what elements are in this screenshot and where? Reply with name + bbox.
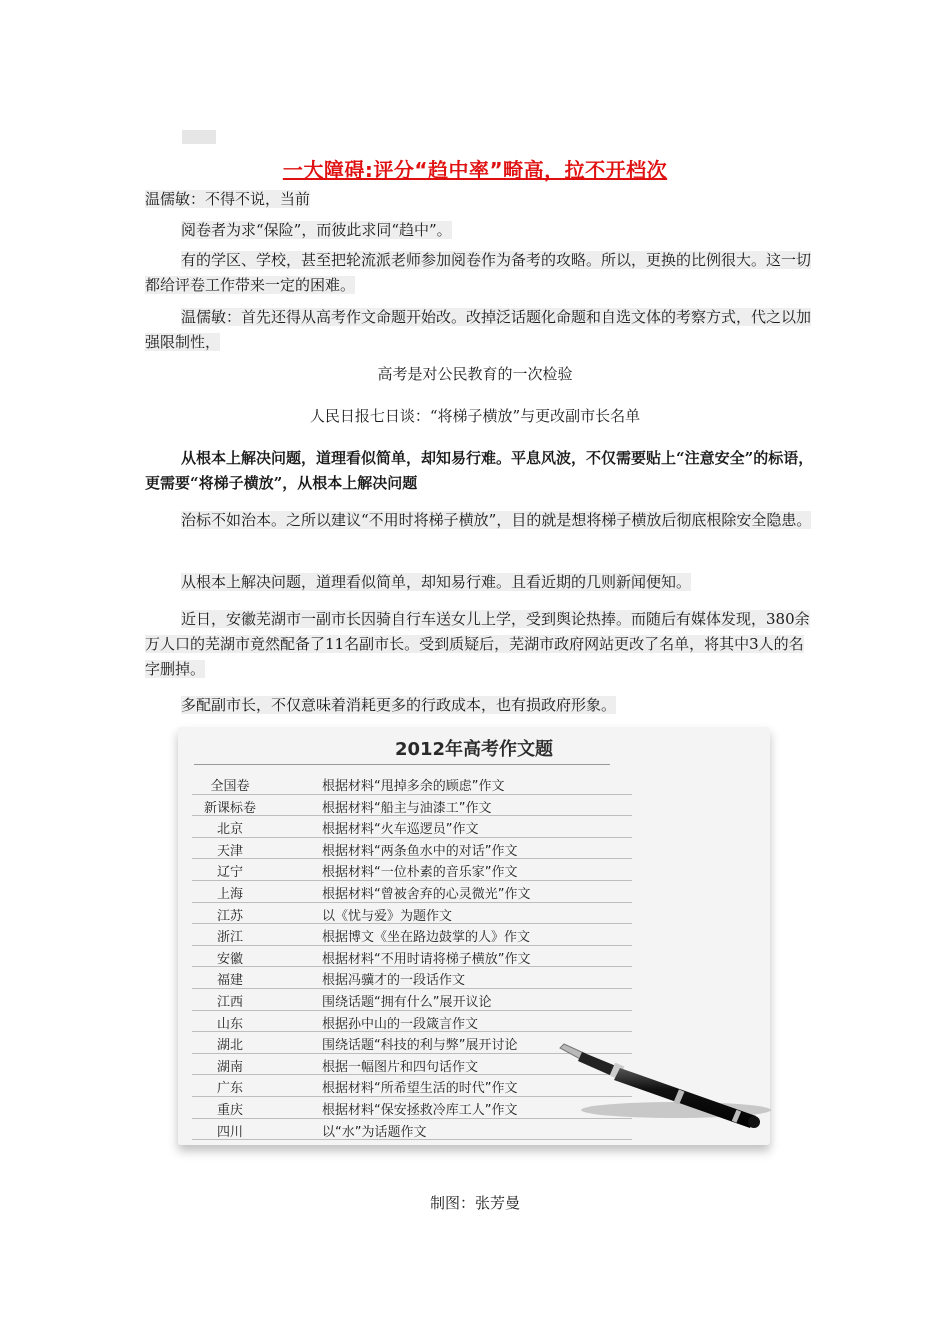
- paragraph-2-text: 阅卷者为求“保险”，而彼此求同“趋中”。: [181, 221, 452, 239]
- table-row: [192, 924, 632, 946]
- province-cell: 北京: [216, 822, 243, 838]
- province-cell: 江西: [216, 994, 243, 1010]
- province-cell: 全国卷: [210, 779, 250, 794]
- province-cell: 新课标卷: [203, 800, 256, 816]
- topic-cell: 根据一幅图片和四句话作文: [322, 1059, 479, 1075]
- topic-cell: 根据冯骥才的一段话作文: [322, 973, 466, 989]
- table-title-rule: [194, 764, 610, 765]
- table-row: [192, 859, 632, 881]
- topic-cell: 围绕话题“拥有什么”展开议论: [322, 994, 492, 1010]
- paragraph-8: [145, 693, 815, 718]
- table-row: [192, 989, 632, 1011]
- province-cell: 重庆: [216, 1102, 243, 1118]
- paragraph-3-text: 有的学区、学校，甚至把轮流派老师参加阅卷作为备考的攻略。所以，更换的比例很大。这一切都给评卷工作带来一定的困难。: [145, 251, 812, 294]
- headline: 一大障碍:评分“趋中率”畸高，拉不开档次: [282, 158, 668, 182]
- topic-cell: 以“水”为话题作文: [322, 1124, 427, 1140]
- paragraph-7-text: 近日，安徽芜湖市一副市长因骑自行车送女儿上学，受到舆论热捧。而随后有媒体发现，380余万人口的芜湖市竟然配备了11名副市长。受到质疑后，芜湖市政府网站更改了名单，将其中3人的名字删掉。: [145, 610, 810, 678]
- gray-marker: [182, 130, 216, 144]
- topic-cell: 根据材料“两条鱼水中的对话”作文: [322, 843, 518, 859]
- table-row: [192, 903, 632, 925]
- topic-cell: 根据博文《坐在路边鼓掌的人》作文: [322, 930, 531, 946]
- paragraph-3: [145, 248, 815, 298]
- table-row: [192, 881, 632, 903]
- paragraph-2: [145, 218, 815, 243]
- topic-cell: 根据材料“火车巡逻员”作文: [322, 822, 479, 838]
- province-cell: 安徽: [216, 951, 243, 967]
- topic-cell: 根据材料“不用时请将梯子横放”作文: [322, 951, 531, 967]
- paragraph-6: [145, 570, 815, 595]
- topic-cell: 根据材料“一位朴素的音乐家”作文: [322, 865, 518, 881]
- paragraph-4-text: 温儒敏：首先还得从高考作文命题开始改。改掉泛话题化命题和自选文体的考察方式，代之以加强限制性，: [145, 308, 812, 351]
- topic-cell: 根据材料“保安拯救冷库工人”作文: [322, 1102, 518, 1118]
- table-row: [192, 816, 632, 838]
- table-row: [192, 795, 632, 817]
- topic-cell: 根据材料“甩掉多余的顾虑”作文: [322, 779, 505, 794]
- paragraph-4: [145, 305, 815, 355]
- paragraph-8-text: 多配副市长，不仅意味着消耗更多的行政成本，也有损政府形象。: [181, 696, 617, 714]
- province-cell: 广东: [216, 1081, 243, 1097]
- province-cell: 天津: [216, 843, 243, 859]
- bold-lead-paragraph: [145, 446, 815, 496]
- table-row: [192, 946, 632, 968]
- province-cell: 辽宁: [216, 865, 243, 881]
- paragraph-1-text: 温儒敏：不得不说，当前: [145, 190, 311, 208]
- paragraph-5-text: 治标不如治本。之所以建议“不用时将梯子横放”，目的就是想将梯子横放后彻底根除安全隐患。: [181, 511, 812, 529]
- paragraph-6-text: 从根本上解决问题，道理看似简单，却知易行难。且看近期的几则新闻便知。: [181, 573, 692, 591]
- province-cell: 福建: [216, 973, 243, 989]
- topic-cell: 根据材料“所希望生活的时代”作文: [322, 1081, 518, 1097]
- bold-lead-text: 从根本上解决问题，道理看似简单，却知易行难。平息风波，不仅需要贴上“注意安全”的标语，更需要“将梯子横放”，从根本上解决问题: [145, 449, 814, 492]
- province-cell: 上海: [216, 886, 243, 902]
- paragraph-7: [145, 607, 815, 682]
- figure-caption: 制图：张芳曼: [429, 1194, 520, 1212]
- table-row: [192, 838, 632, 860]
- paragraph-1: [145, 187, 815, 212]
- fountain-pen-icon: [556, 1012, 776, 1132]
- topic-cell: 以《忧与爱》为题作文: [322, 908, 453, 924]
- topic-cell: 根据材料“船主与油漆工”作文: [322, 800, 492, 816]
- center-title-1: 高考是对公民教育的一次检验: [377, 365, 573, 383]
- topic-cell: 根据材料“曾被舍弃的心灵微光”作文: [322, 886, 531, 902]
- topic-cell: 围绕话题“科技的利与弊”展开讨论: [322, 1038, 518, 1054]
- center-title-2: 人民日报七日谈：“将梯子横放”与更改副市长名单: [309, 407, 641, 425]
- table-row: [192, 967, 632, 989]
- province-cell: 四川: [216, 1124, 243, 1140]
- topic-cell: 根据孙中山的一段箴言作文: [322, 1016, 479, 1032]
- province-cell: 浙江: [216, 930, 243, 946]
- table-row: [192, 773, 632, 795]
- paragraph-5: [145, 508, 815, 533]
- province-cell: 山东: [216, 1016, 243, 1032]
- province-cell: 湖北: [216, 1038, 243, 1054]
- table-title: 2012年高考作文题: [394, 739, 554, 760]
- province-cell: 江苏: [216, 908, 243, 924]
- province-cell: 湖南: [216, 1059, 243, 1075]
